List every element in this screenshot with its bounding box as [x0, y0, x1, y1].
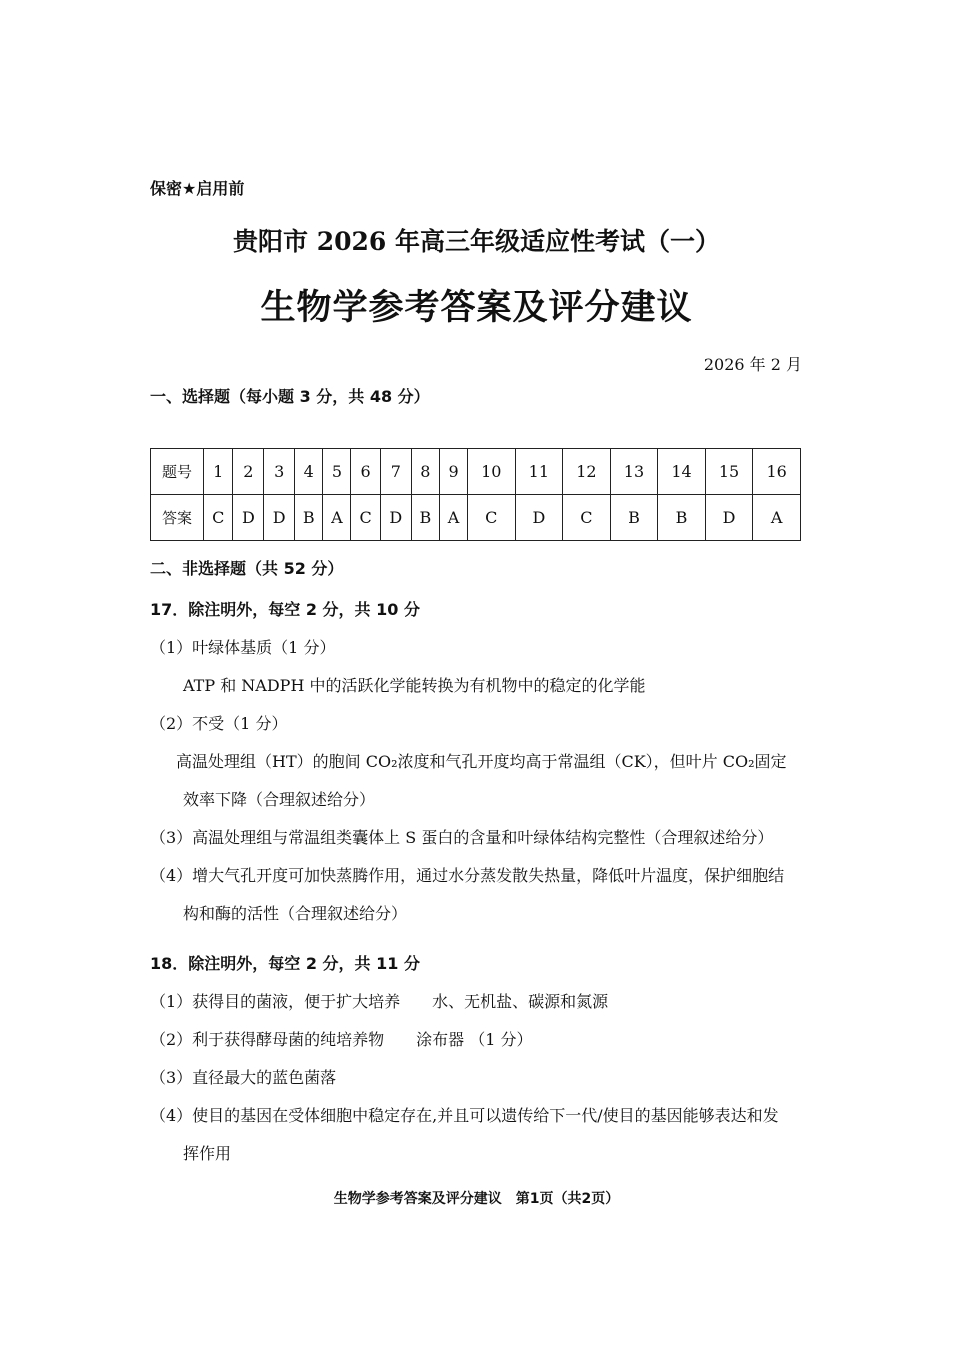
q18-line: （4）使目的基因在受体细胞中稳定存在,并且可以遗传给下一代/使目的基因能够表达和发 [150, 1106, 779, 1125]
q17-line: （3）高温处理组与常温组类囊体上 S 蛋白的含量和叶绿体结构完整性（合理叙述给分） [150, 828, 774, 847]
question-number: 3 [264, 449, 295, 495]
question-number: 11 [515, 449, 563, 495]
q17-line: 效率下降（合理叙述给分） [183, 790, 376, 809]
question-number: 8 [411, 449, 439, 495]
exam-title: 贵阳市 2026 年高三年级适应性考试（一） [233, 227, 720, 256]
answer-cell: D [705, 495, 753, 541]
question-number: 2 [233, 449, 264, 495]
q18-line: （3）直径最大的蓝色菌落 [150, 1068, 337, 1087]
answer-cell: A [323, 495, 351, 541]
q17-line: （4）增大气孔开度可加快蒸腾作用，通过水分蒸发散失热量，降低叶片温度，保护细胞结 [150, 866, 785, 885]
question-number: 4 [295, 449, 323, 495]
question-number: 15 [705, 449, 753, 495]
page-footer: 生物学参考答案及评分建议 第1页（共2页） [333, 1191, 620, 1207]
section2-heading: 二、非选择题（共 52 分） [150, 559, 344, 578]
q17-title: 17．除注明外，每空 2 分，共 10 分 [150, 600, 420, 619]
answer-row [151, 495, 801, 541]
question-number: 1 [204, 449, 233, 495]
answer-row-label: 答案 [151, 495, 204, 541]
number-row-label: 题号 [151, 449, 204, 495]
question-number: 7 [380, 449, 411, 495]
section1-heading: 一、选择题（每小题 3 分，共 48 分） [150, 387, 430, 406]
answer-cell: D [264, 495, 295, 541]
answer-cell: B [658, 495, 706, 541]
document-title: 生物学参考答案及评分建议 [260, 287, 693, 328]
question-number: 12 [563, 449, 611, 495]
answer-cell: C [468, 495, 516, 541]
answer-cell: C [351, 495, 380, 541]
number-row [151, 449, 801, 495]
q18-line: 挥作用 [183, 1144, 232, 1163]
q17-line: ATP 和 NADPH 中的活跃化学能转换为有机物中的稳定的化学能 [183, 676, 646, 695]
confidential-label: 保密★启用前 [150, 179, 245, 198]
question-number: 10 [468, 449, 516, 495]
question-number: 16 [753, 449, 801, 495]
question-number: 14 [658, 449, 706, 495]
answer-cell: B [610, 495, 658, 541]
q17-line: （1）叶绿体基质（1 分） [150, 638, 336, 657]
q18-line: （2）利于获得酵母菌的纯培养物 涂布器 （1 分） [150, 1030, 533, 1049]
answer-table [150, 448, 801, 541]
answer-cell: C [204, 495, 233, 541]
answer-cell: B [295, 495, 323, 541]
q18-line: （1）获得目的菌液，便于扩大培养 水、无机盐、碳源和氮源 [150, 992, 609, 1011]
answer-cell: B [411, 495, 439, 541]
answer-cell: D [380, 495, 411, 541]
question-number: 5 [323, 449, 351, 495]
question-number: 13 [610, 449, 658, 495]
question-number: 9 [440, 449, 468, 495]
answer-cell: C [563, 495, 611, 541]
question-number: 6 [351, 449, 380, 495]
document-date: 2026 年 2 月 [703, 355, 802, 374]
answer-cell: A [440, 495, 468, 541]
answer-cell: D [515, 495, 563, 541]
q17-line: 高温处理组（HT）的胞间 CO₂浓度和气孔开度均高于常温组（CK），但叶片 CO₂固定 [176, 752, 787, 771]
q18-title: 18．除注明外，每空 2 分，共 11 分 [150, 954, 420, 973]
answer-cell: A [753, 495, 801, 541]
q17-line: 构和酶的活性（合理叙述给分） [183, 904, 408, 923]
q17-line: （2）不受（1 分） [150, 714, 288, 733]
answer-cell: D [233, 495, 264, 541]
